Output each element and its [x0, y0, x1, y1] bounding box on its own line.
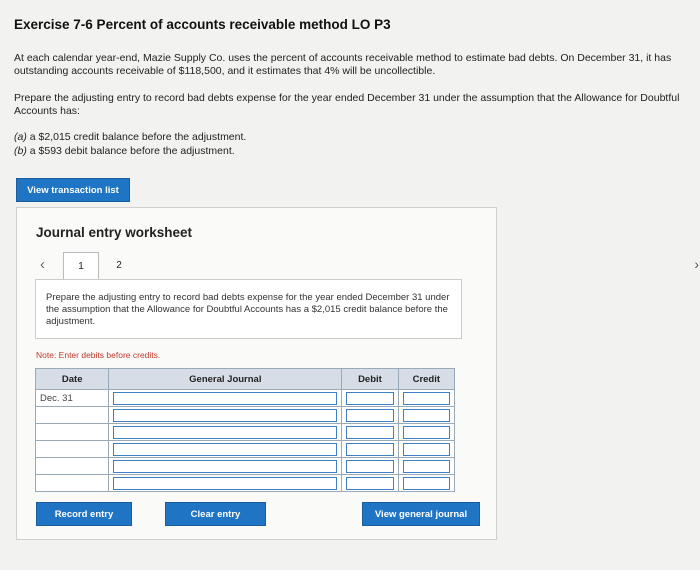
debit-field-cell [342, 424, 398, 441]
tab-2[interactable]: 2 [116, 259, 122, 271]
column-header-date: Date [36, 369, 109, 390]
debit-input[interactable] [346, 443, 393, 456]
debit-input[interactable] [346, 426, 393, 439]
case-b-label: (b) [14, 145, 27, 157]
chevron-left-icon[interactable]: ‹ [40, 256, 45, 273]
date-cell [36, 458, 109, 475]
date-cell [36, 407, 109, 424]
account-select[interactable] [113, 477, 337, 490]
credit-field-cell [398, 458, 454, 475]
date-cell [36, 441, 109, 458]
credit-field-cell [398, 390, 454, 407]
credit-input[interactable] [403, 443, 450, 456]
debit-field-cell [342, 441, 398, 458]
problem-instruction: Prepare the adjusting entry to record bad debts expense for the year ended December 31 under the assumption that the Allowance for Doubtful Accounts has: [14, 92, 680, 117]
credit-field-cell [398, 407, 454, 424]
date-cell [36, 424, 109, 441]
credit-field-cell [398, 441, 454, 458]
worksheet-prompt: Prepare the adjusting entry to record bad debts expense for the year ended December 31 under the assumption that the Allowance for Doubtful Accounts has a $2,015 credit balance before the adjustment. [35, 279, 462, 339]
account-field-cell [109, 407, 342, 424]
account-field-cell [109, 424, 342, 441]
view-general-journal-button[interactable]: View general journal [362, 502, 480, 526]
debit-input[interactable] [346, 392, 393, 405]
debit-field-cell [342, 407, 398, 424]
credit-field-cell [398, 424, 454, 441]
column-header-general-journal: General Journal [109, 369, 342, 390]
journal-table [35, 368, 455, 492]
debit-input[interactable] [346, 477, 393, 490]
case-b [14, 144, 246, 158]
account-select[interactable] [113, 460, 337, 473]
account-select[interactable] [113, 409, 337, 422]
page-title: Exercise 7-6 Percent of accounts receivable method LO P3 [14, 17, 391, 32]
debit-field-cell [342, 475, 398, 492]
case-b-text: a $593 debit balance before the adjustment. [26, 145, 235, 157]
table-row [36, 390, 455, 407]
account-select[interactable] [113, 443, 337, 456]
case-a-label: (a) [14, 131, 27, 143]
table-row [36, 441, 455, 458]
debit-input[interactable] [346, 409, 393, 422]
table-row [36, 407, 455, 424]
debit-field-cell [342, 390, 398, 407]
problem-intro: At each calendar year-end, Mazie Supply Co. uses the percent of accounts receivable method to estimate bad debts. On December 31, it has outstanding accounts receivable of $118,500, and it estimates that 4% will be uncollectible. [14, 52, 672, 77]
debit-input[interactable] [346, 460, 393, 473]
credit-input[interactable] [403, 460, 450, 473]
credit-input[interactable] [403, 477, 450, 490]
worksheet-title: Journal entry worksheet [36, 225, 193, 240]
record-entry-button[interactable]: Record entry [36, 502, 132, 526]
debit-field-cell [342, 458, 398, 475]
table-row [36, 458, 455, 475]
case-a-text: a $2,015 credit balance before the adjustment. [26, 131, 247, 143]
account-select[interactable] [113, 426, 337, 439]
credit-input[interactable] [403, 409, 450, 422]
column-header-debit: Debit [342, 369, 398, 390]
credit-field-cell [398, 475, 454, 492]
credit-input[interactable] [403, 392, 450, 405]
clear-entry-button[interactable]: Clear entry [165, 502, 266, 526]
table-row [36, 424, 455, 441]
entry-note: Note: Enter debits before credits. [36, 350, 161, 360]
account-field-cell [109, 390, 342, 407]
view-transaction-list-button[interactable]: View transaction list [16, 178, 130, 202]
journal-worksheet [16, 207, 699, 540]
account-field-cell [109, 441, 342, 458]
chevron-right-icon[interactable]: › [694, 256, 699, 272]
date-cell: Dec. 31 [36, 390, 109, 407]
case-list [14, 130, 246, 158]
date-cell [36, 475, 109, 492]
case-a [14, 130, 246, 144]
account-field-cell [109, 458, 342, 475]
account-select[interactable] [113, 392, 337, 405]
tab-1[interactable]: 1 [63, 252, 99, 280]
account-field-cell [109, 475, 342, 492]
credit-input[interactable] [403, 426, 450, 439]
column-header-credit: Credit [398, 369, 454, 390]
table-row [36, 475, 455, 492]
